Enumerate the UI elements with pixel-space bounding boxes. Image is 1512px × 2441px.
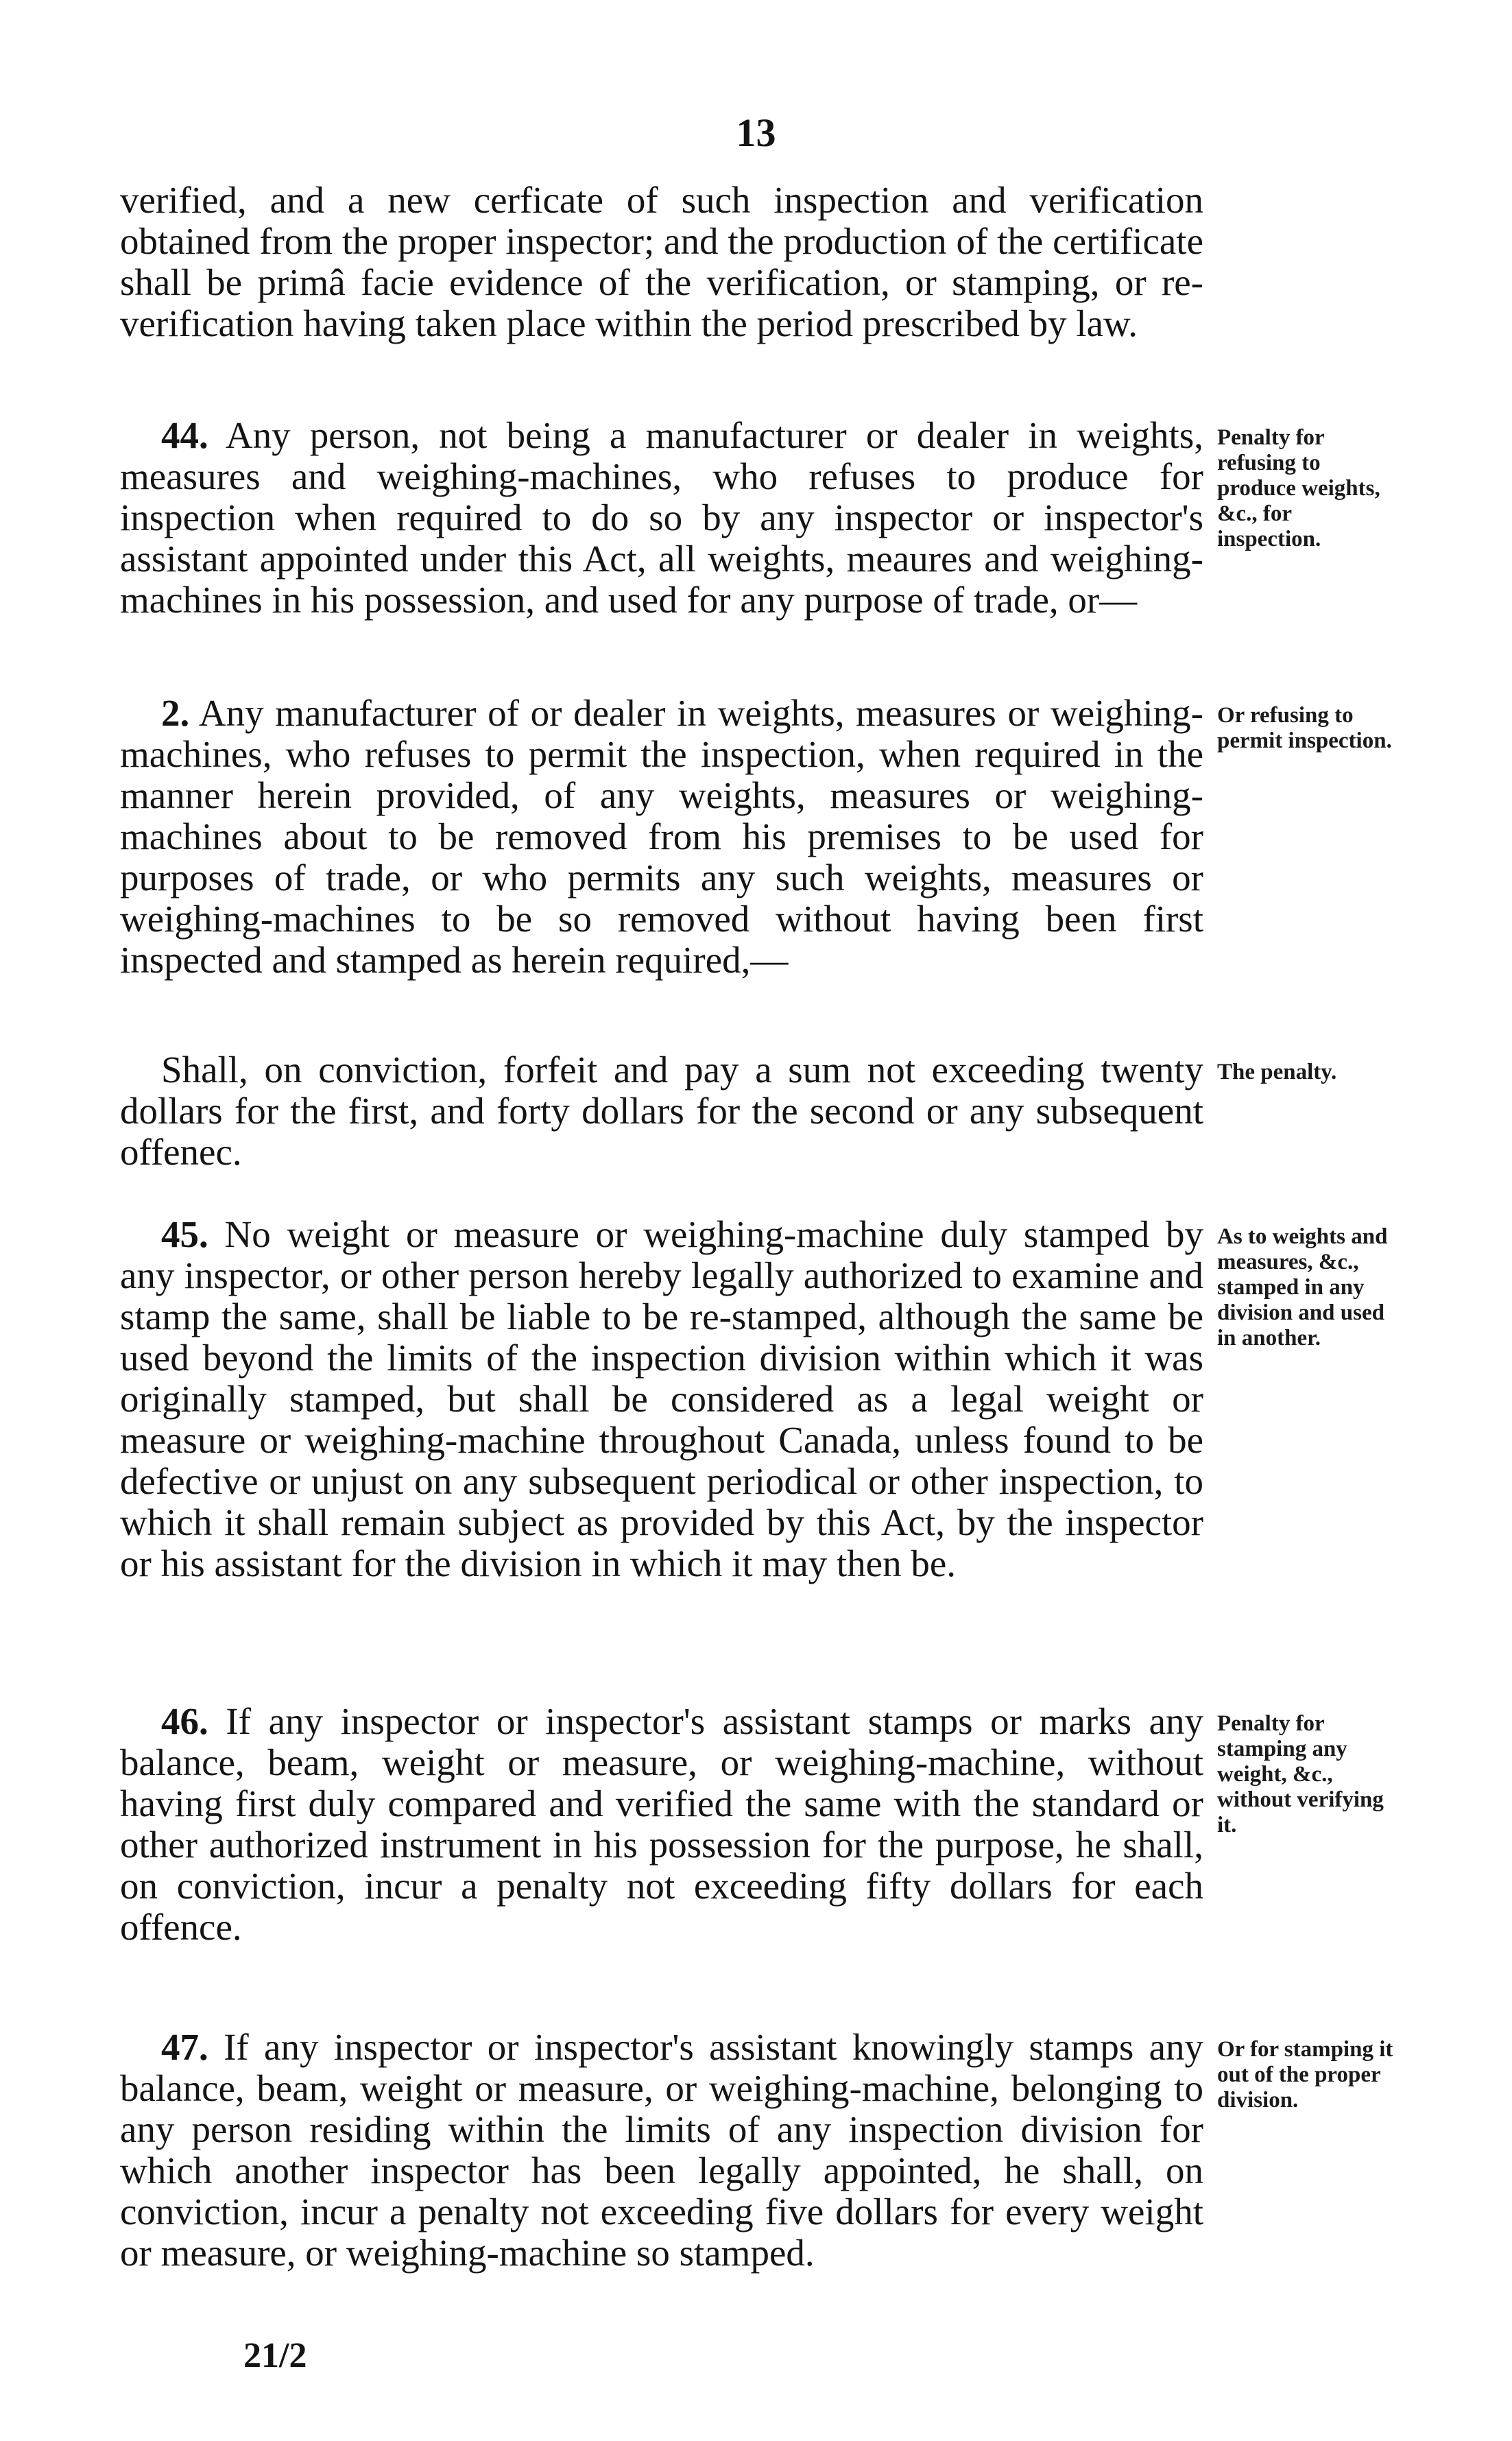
- page-number: 13: [736, 110, 776, 155]
- margin-note: As to weights and measures, &c., stamped in any division and used in another.: [1217, 1224, 1388, 1350]
- paragraph-continuation: [120, 180, 1203, 344]
- margin-note: The penalty.: [1217, 1060, 1337, 1084]
- section-44-penalty: [120, 1049, 1203, 1173]
- section-45: [120, 1214, 1203, 1584]
- paragraph-text: verified, and a new cerficate of such inspection and verification obtained from the proper inspector; and the production of the certificate shall be primâ facie evidence of the verification, or stamping, or re-verification having taken place within the period prescribed by law.: [120, 179, 1203, 344]
- clause-number: 2.: [161, 692, 190, 734]
- section-46: [120, 1701, 1203, 1948]
- paragraph-text: Any manufacturer of or dealer in weights, measures or weighing-machines, who refuses to permit the inspection, when required in the manner herein provided, of any weights, measures or weighing-machines about to be removed from his premises to be used for purposes of trade, or who permits any such weights, measures or weighing-machines to be so removed without having been first inspected and stamped as herein required,—: [120, 692, 1203, 981]
- section-number: 46.: [161, 1700, 208, 1742]
- signature-mark: 21/2: [243, 2336, 307, 2375]
- paragraph-text: Shall, on conviction, forfeit and pay a sum not exceeding twenty dollars for the first, and forty dollars for the second or any subsequent offenec.: [120, 1049, 1203, 1173]
- margin-note: Penalty for stamping any weight, &c., without verifying it.: [1217, 1711, 1384, 1837]
- margin-note: Or refusing to permit inspection.: [1217, 703, 1392, 753]
- paragraph-text: No weight or measure or weighing-machine duly stamped by any inspector, or other person hereby legally authorized to examine and stamp the same, shall be liable to be re-stamped, although the same be used beyond the limits of the inspection division within which it was originally stamped, but shall be considered as a legal weight or measure or weighing-machine throughout Canada, unless found to be defective or unjust on any subsequent periodical or other inspection, to which it shall remain subject as provided by this Act, by the inspector or his assistant for the division in which it may then be.: [120, 1213, 1204, 1584]
- paragraph-text: Any person, not being a manufacturer or dealer in weights, measures and weighing-machines, who refuses to produce for inspection when required to do so by any inspector or inspector's assistant appointed under this Act, all weights, meaures and weighing-machines in his possession, and used for any purpose of trade, or—: [120, 414, 1203, 621]
- section-number: 47.: [161, 2026, 208, 2068]
- paragraph-text: If any inspector or inspector's assistant knowingly stamps any balance, beam, weight or measure, or weighing-machine, belonging to any person residing within the limits of any inspection division for which another inspector has been legally appointed, he shall, on conviction, incur a penalty not exceeding five dollars for every weight or measure, or weighing-machine so stamped.: [120, 2026, 1204, 2274]
- section-47: [120, 2027, 1203, 2274]
- section-44-clause-2: [120, 693, 1203, 981]
- section-number: 45.: [161, 1213, 208, 1255]
- margin-note: Penalty for refusing to produce weights, &c., for inspection.: [1217, 425, 1380, 551]
- section-number: 44.: [161, 414, 208, 456]
- margin-note: Or for stamping it out of the proper division.: [1217, 2037, 1393, 2112]
- section-44: [120, 415, 1203, 621]
- paragraph-text: If any inspector or inspector's assistant stamps or marks any balance, beam, weight or measure, or weighing-machine, without having first duly compared and verified the same with the standard or other authorized instrument in his possession for the purpose, he shall, on conviction, incur a penalty not exceeding fifty dollars for each offence.: [120, 1700, 1203, 1948]
